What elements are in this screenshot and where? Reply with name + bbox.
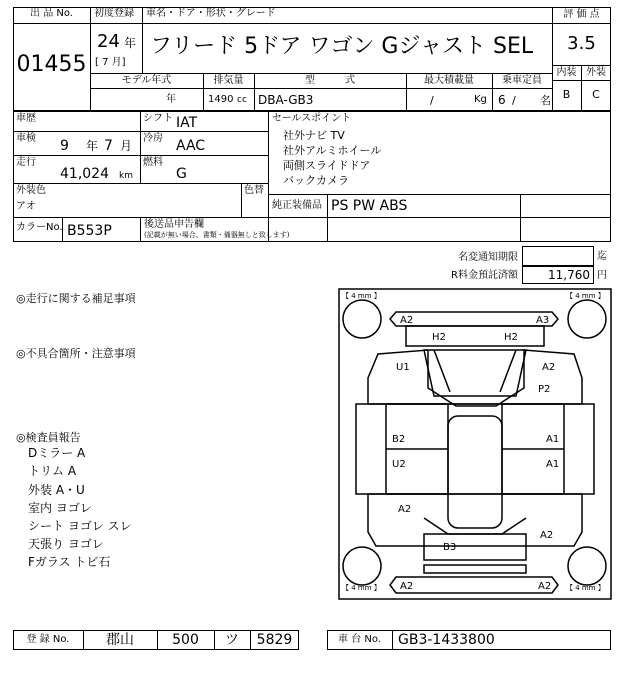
- interior-grade: B: [562, 88, 571, 101]
- displacement-value: 1490: [208, 94, 234, 105]
- recycle-unit: 円: [597, 270, 607, 281]
- rear-bumper: [390, 577, 558, 593]
- mark-rear-center: B3: [443, 542, 457, 553]
- first-registration-year: 24: [97, 31, 120, 52]
- tire-depth-tr: 【 4 mm 】: [566, 292, 605, 300]
- ac-value: AAC: [176, 138, 206, 154]
- load-unit: Kg: [474, 94, 487, 105]
- driving-notes-label: ◎走行に関する補足事項: [16, 292, 136, 305]
- tire-depth-tl: 【 4 mm 】: [342, 292, 381, 300]
- exterior-label: 外装: [586, 67, 606, 78]
- ext-color-value: アオ: [16, 201, 36, 212]
- capacity-unit: 名: [540, 94, 551, 107]
- defects-label: ◎不具合箇所・注意事項: [16, 347, 136, 360]
- documents-label: 後送品申告欄: [144, 219, 204, 230]
- sales-point-2: 社外アルミホイール: [283, 144, 382, 157]
- car-name-label: 車名・ドア・形状・グレード: [146, 8, 276, 19]
- wheel-rear-left: [343, 547, 381, 585]
- recycle-label: R料金預託済額: [451, 270, 518, 281]
- name-change-label: 名変通知期限: [458, 252, 518, 263]
- mark-lower-left: A2: [398, 504, 412, 515]
- car-name: フリード 5ドア ワゴン Gジャスト SEL: [150, 34, 534, 59]
- mileage-value: 41,024: [60, 166, 109, 182]
- mark-front-right: A3: [536, 315, 550, 326]
- capacity-label: 乗車定員: [502, 75, 542, 86]
- model-code: DBA-GB3: [258, 93, 314, 107]
- displacement-label: 排気量: [213, 75, 244, 86]
- rear-gate: [424, 534, 526, 560]
- equipment-value: PS PW ABS: [331, 198, 408, 214]
- mark-upper-right: A2: [542, 362, 556, 373]
- tire-depth-bl: 【 4 mm 】: [342, 584, 381, 592]
- front-bumper: [390, 312, 558, 326]
- inspector-item-3: 外装 A・U: [28, 483, 85, 497]
- tire-depth-br: 【 4 mm 】: [566, 584, 605, 592]
- name-change-box: [522, 246, 594, 266]
- registration-kana: ツ: [225, 632, 239, 648]
- first-registration-year-unit: 年: [124, 36, 137, 50]
- inspection-month-unit: 月: [120, 139, 133, 153]
- sales-point-1: 社外ナビ TV: [283, 129, 345, 142]
- registration-number: 5829: [256, 632, 293, 648]
- fuel-value: G: [176, 166, 187, 182]
- inspection-year: 9: [60, 138, 69, 154]
- mark-bottom-center: A2: [400, 581, 414, 592]
- mark-mid-left-top: B2: [392, 434, 406, 445]
- lot-number: 01455: [16, 52, 87, 77]
- equipment-label: 純正装備品: [272, 200, 322, 211]
- mileage-label: 走行: [16, 157, 36, 168]
- displacement-unit: cc: [237, 95, 247, 105]
- mark-mid-right-bottom: A1: [546, 459, 560, 470]
- inspector-report-label: ◎検査員報告: [16, 431, 81, 444]
- mark-front-left: A2: [400, 315, 414, 326]
- model-year-unit: 年: [166, 94, 176, 105]
- load-separator: /: [430, 94, 434, 107]
- shift-value: IAT: [176, 115, 198, 131]
- mark-mid-right-top: A1: [546, 434, 560, 445]
- inspector-item-1: Dミラー A: [28, 446, 86, 460]
- mark-lower-right: A2: [540, 530, 554, 541]
- mileage-unit: km: [119, 171, 133, 181]
- mark-upper-right-2: P2: [538, 384, 551, 395]
- ac-label: 冷房: [143, 133, 163, 144]
- mark-rear-right: A2: [538, 581, 552, 592]
- chassis-label: 車 台 No.: [338, 634, 381, 645]
- sales-point-3: 両側スライドドア: [283, 159, 371, 172]
- chassis-number: GB3-1433800: [398, 632, 495, 648]
- first-registration-month: [ 7 月]: [95, 57, 126, 68]
- inspector-item-7: Fガラス トビ石: [28, 555, 111, 569]
- roof: [448, 416, 502, 528]
- model-label: 型 式: [305, 75, 355, 86]
- interior-label: 内装: [556, 67, 577, 78]
- inspector-item-6: 天張り ヨゴレ: [28, 537, 104, 551]
- inspector-item-5: シート ヨゴレ スレ: [28, 519, 132, 533]
- inspection-month: 7: [104, 138, 113, 154]
- windshield: [424, 350, 526, 396]
- mark-hood-left: H2: [432, 332, 446, 343]
- documents-note: (記載が無い場合、書類・備器無しと致します): [144, 231, 290, 239]
- shift-label: シフト: [143, 113, 173, 124]
- registration-label: 登 録 No.: [26, 634, 70, 645]
- inspector-item-4: 室内 ヨゴレ: [28, 501, 92, 515]
- model-year-label: モデル年式: [121, 75, 172, 86]
- sales-point-4: バックカメラ: [283, 174, 349, 187]
- wheel-rear-right: [568, 547, 606, 585]
- mark-mid-left-bottom: U2: [392, 459, 406, 470]
- capacity-separator: /: [512, 94, 516, 107]
- score-value: 3.5: [567, 33, 596, 54]
- capacity-value: 6: [498, 93, 506, 107]
- load-label: 最大積載量: [424, 75, 474, 86]
- mark-upper-left: U1: [396, 362, 410, 373]
- inspection-label: 車検: [16, 133, 36, 144]
- inspection-year-unit: 年: [86, 139, 99, 153]
- wheel-front-right: [568, 300, 606, 338]
- sales-point-label: セールスポイント: [272, 113, 352, 124]
- color-no-value: B553P: [67, 223, 112, 239]
- hood: [406, 326, 544, 346]
- fuel-label: 燃料: [143, 157, 163, 168]
- ext-color-label: 外装色: [16, 185, 46, 196]
- wheel-front-left: [343, 300, 381, 338]
- exterior-grade: C: [592, 88, 600, 101]
- name-change-unit: 迄: [597, 251, 607, 262]
- mark-hood-right: H2: [504, 332, 518, 343]
- upper-body: [368, 350, 582, 406]
- color-no-label: カラーNo.: [16, 222, 63, 233]
- car-damage-diagram: [338, 288, 612, 600]
- history-label: 車歴: [16, 113, 36, 124]
- lot-label: 出 品 No.: [30, 8, 73, 19]
- registration-area: 郡山: [106, 632, 134, 648]
- color-change-label: 色替: [244, 185, 264, 196]
- recycle-value: 11,760: [548, 268, 590, 282]
- registration-class: 500: [172, 632, 199, 648]
- score-label: 評 価 点: [563, 9, 600, 20]
- first-registration-label: 初度登録: [94, 8, 134, 19]
- inspector-item-2: トリム A: [28, 464, 77, 478]
